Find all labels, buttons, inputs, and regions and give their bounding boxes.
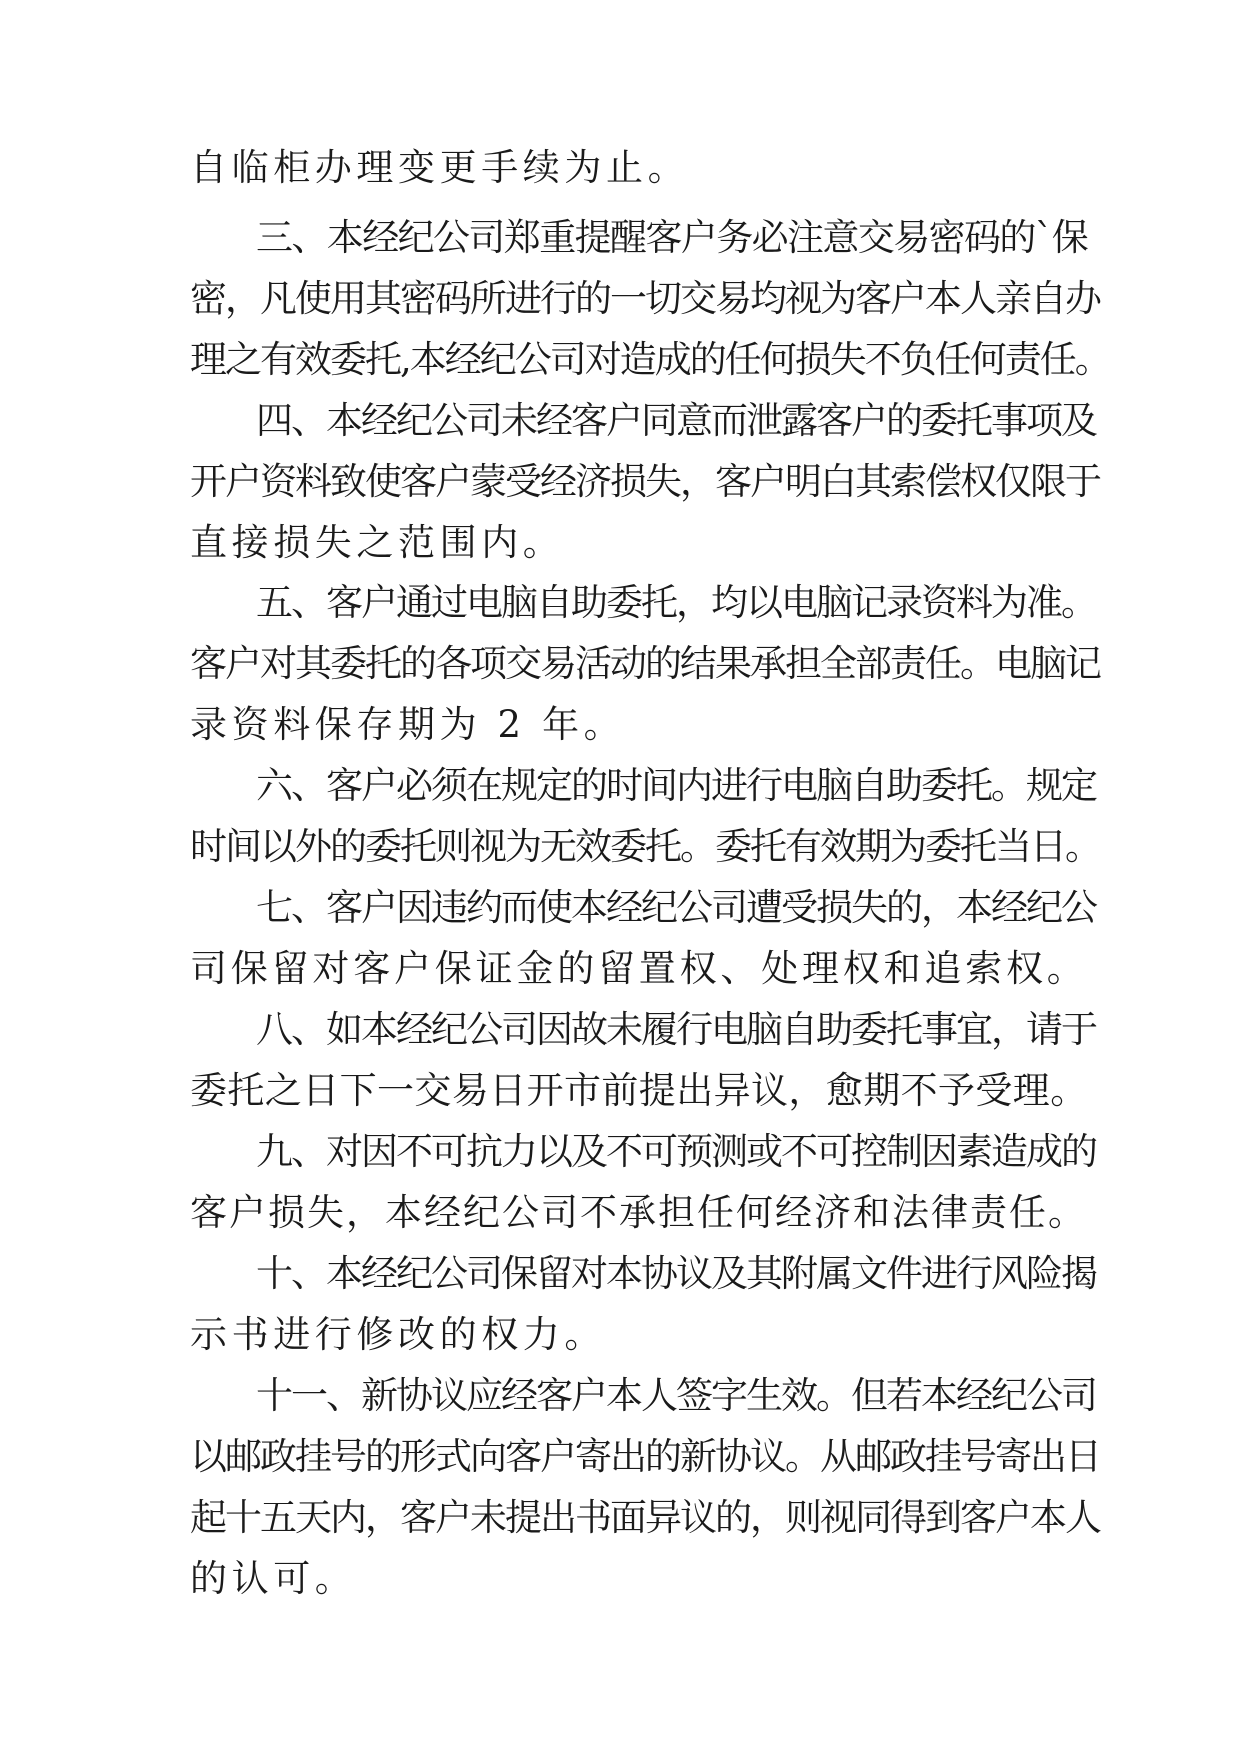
text-line: 示书进行修改的权力。	[190, 1313, 606, 1356]
text-line: 五、客户通过电脑自助委托，均以电脑记录资料为准。	[256, 581, 1096, 624]
text-line: 七、客户因违约而使本经纪公司遭受损失的，本经纪公	[256, 886, 1096, 929]
text-line: 直接损失之范围内。	[190, 521, 565, 564]
text-line: 六、客户必须在规定的时间内进行电脑自助委托。规定	[256, 764, 1096, 807]
text-line: 理之有效委托,本经纪公司对造成的任何损失不负任何责任。	[190, 338, 1110, 381]
text-line: 起十五天内，客户未提出书面异议的，则视同得到客户本人	[190, 1496, 1100, 1539]
text-line: 九、对因不可抗力以及不可预测或不可控制因素造成的	[256, 1130, 1096, 1173]
text-line: 客户对其委托的各项交易活动的结果承担全部责任。电脑记	[190, 642, 1100, 685]
text-line: 的认可。	[190, 1557, 357, 1600]
text-line: 八、如本经纪公司因故未履行电脑自助委托事宜，请于	[256, 1008, 1096, 1051]
text-line: 开户资料致使客户蒙受经济损失，客户明白其索偿权仅限于	[190, 460, 1100, 503]
text-line: 十、本经纪公司保留对本协议及其附属文件进行风险揭	[256, 1252, 1096, 1295]
text-line: 三、本经纪公司郑重提醒客户务必注意交易密码的`保	[256, 216, 1088, 259]
text-line: 自临柜办理变更手续为止。	[190, 146, 690, 189]
text-line: 以邮政挂号的形式向客户寄出的新协议。从邮政挂号寄出日	[190, 1435, 1100, 1478]
text-line: 四、本经纪公司未经客户同意而泄露客户的委托事项及	[256, 399, 1096, 442]
text-line: 时间以外的委托则视为无效委托。委托有效期为委托当日。	[190, 825, 1100, 868]
text-line: 委托之日下一交易日开市前提出异议，愈期不予受理。	[190, 1069, 1088, 1112]
text-line: 司保留对客户保证金的留置权、处理权和追索权。	[190, 947, 1088, 990]
text-line: 十一、新协议应经客户本人签字生效。但若本经纪公司	[256, 1374, 1096, 1417]
text-line: 密，凡使用其密码所进行的一切交易均视为客户本人亲自办	[190, 277, 1100, 320]
text-line: 客户损失，本经纪公司不承担任何经济和法律责任。	[190, 1191, 1087, 1234]
text-line: 录资料保存期为 2 年。	[190, 703, 626, 746]
